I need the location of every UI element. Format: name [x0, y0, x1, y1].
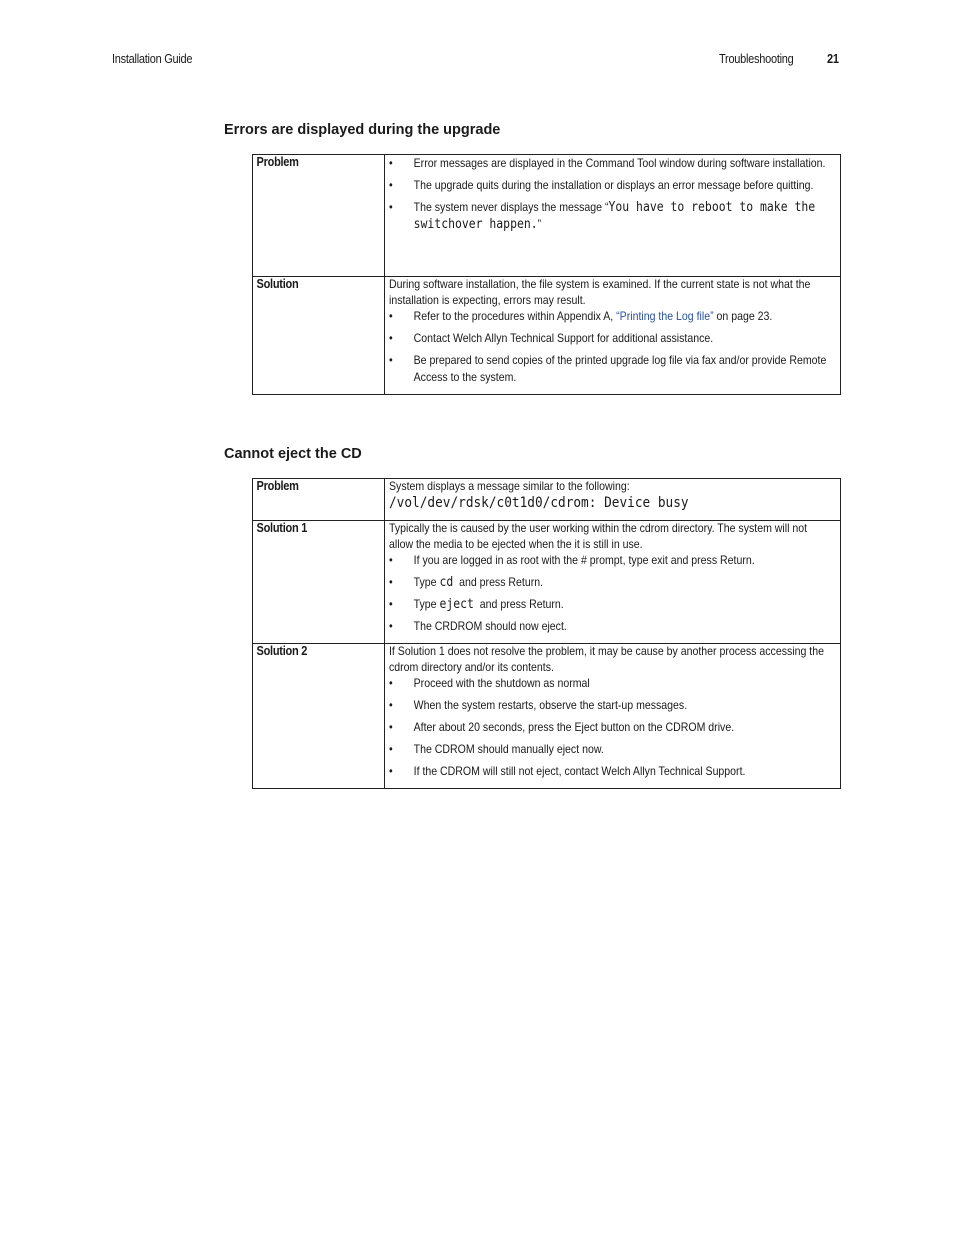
printing-log-file-link[interactable]: “Printing the Log file” — [616, 309, 714, 323]
bullet-icon: • — [389, 353, 393, 367]
problem-label-cell — [253, 479, 385, 521]
solution-1-label: Solution 1 — [256, 521, 308, 535]
bullet-text: Be prepared to send copies of the printed upgrade log file via fax and/or provide Remote Access to the system. — [413, 353, 827, 384]
bullet-text-prefix: Type — [413, 575, 440, 589]
bullet-text: When the system restarts, observe the start-up messages. — [413, 698, 688, 712]
list-item — [389, 552, 833, 569]
bullet-icon: • — [389, 764, 393, 778]
section-title-upgrade-errors: Errors are displayed during the upgrade — [224, 122, 501, 138]
list-item — [389, 741, 833, 758]
solution-2-row — [253, 644, 841, 789]
solution-1-row — [253, 521, 841, 644]
eject-command-code: eject — [439, 597, 474, 612]
solution-2-bullet-list — [389, 675, 833, 780]
solution-intro: During software installation, the file system is examined. If the current state is not what the installation is expecting, errors may result. — [389, 277, 811, 307]
solution-content-cell — [385, 277, 841, 395]
list-item — [389, 352, 833, 386]
bullet-text: If you are logged in as root with the # prompt, type exit and press Return. — [413, 553, 755, 567]
list-item — [389, 199, 833, 233]
bullet-text-suffix: ” — [537, 217, 542, 231]
problem-content-cell — [385, 155, 841, 277]
solution-label-cell — [253, 277, 385, 395]
problem-label: Problem — [256, 155, 299, 169]
list-item — [389, 596, 833, 613]
solution-2-intro: If Solution 1 does not resolve the problem, it may be cause by another process accessing the cdrom directory and/or its contents. — [389, 644, 824, 674]
bullet-icon: • — [389, 178, 393, 192]
solution-row — [253, 277, 841, 395]
bullet-icon: • — [389, 720, 393, 734]
solution-label: Solution — [256, 277, 299, 291]
bullet-text: The CRDROM should now eject. — [413, 619, 567, 633]
problem-row — [253, 479, 841, 521]
cd-command-code: cd — [439, 575, 454, 590]
solution-2-label-cell — [253, 644, 385, 789]
bullet-icon: • — [389, 200, 393, 214]
bullet-icon: • — [389, 742, 393, 756]
page-number: 21 — [827, 52, 839, 66]
bullet-text: Contact Welch Allyn Technical Support for additional assistance. — [413, 331, 714, 345]
problem-row — [253, 155, 841, 277]
reboot-message-code: You have to reboot to make the switchover happen. — [413, 200, 816, 232]
problem-content-cell — [385, 479, 841, 521]
solution-2-content-cell — [385, 644, 841, 789]
bullet-text: Error messages are displayed in the Command Tool window during software installation. — [413, 156, 826, 170]
solution-1-intro: Typically the is caused by the user working within the cdrom directory. The system will not allow the media to be ejected when the it is still in use. — [389, 521, 808, 551]
bullet-text-suffix: and press Return. — [453, 575, 544, 589]
cannot-eject-table — [252, 478, 841, 789]
bullet-text: After about 20 seconds, press the Eject button on the CDROM drive. — [413, 720, 735, 734]
problem-label-cell — [253, 155, 385, 277]
problem-bullet-list — [389, 155, 833, 233]
bullet-text-prefix: Refer to the procedures within Appendix A, — [413, 309, 617, 323]
bullet-text-prefix: The system never displays the message “ — [413, 200, 609, 214]
bullet-icon: • — [389, 309, 393, 323]
solution-2-label: Solution 2 — [256, 644, 308, 658]
section-title-cannot-eject: Cannot eject the CD — [224, 446, 362, 462]
bullet-text-suffix: and press Return. — [473, 597, 564, 611]
problem-text: System displays a message similar to the following: — [389, 479, 630, 493]
bullet-icon: • — [389, 575, 393, 589]
bullet-text: The CDROM should manually eject now. — [413, 742, 604, 756]
upgrade-errors-table — [252, 154, 841, 395]
bullet-icon: • — [389, 676, 393, 690]
device-busy-code: /vol/dev/rdsk/c0t1d0/cdrom: Device busy — [389, 494, 689, 511]
running-header-section: Troubleshooting — [719, 52, 794, 66]
bullet-icon: • — [389, 597, 393, 611]
bullet-text: If the CDROM will still not eject, contact Welch Allyn Technical Support. — [413, 764, 746, 778]
bullet-icon: • — [389, 331, 393, 345]
bullet-text-suffix: on page 23. — [713, 309, 773, 323]
list-item — [389, 675, 833, 692]
bullet-icon: • — [389, 698, 393, 712]
list-item — [389, 177, 833, 194]
bullet-icon: • — [389, 156, 393, 170]
running-header-title: Installation Guide — [112, 52, 193, 66]
list-item — [389, 308, 833, 325]
list-item — [389, 330, 833, 347]
bullet-icon: • — [389, 553, 393, 567]
bullet-icon: • — [389, 619, 393, 633]
bullet-text-prefix: Type — [413, 597, 440, 611]
list-item — [389, 574, 833, 591]
solution-1-label-cell — [253, 521, 385, 644]
list-item — [389, 763, 833, 780]
list-item — [389, 618, 833, 635]
solution-1-bullet-list — [389, 552, 833, 635]
solution-1-content-cell — [385, 521, 841, 644]
problem-label: Problem — [256, 479, 299, 493]
solution-bullet-list — [389, 308, 833, 386]
list-item — [389, 719, 833, 736]
bullet-text: The upgrade quits during the installation or displays an error message before quitting. — [413, 178, 814, 192]
list-item — [389, 155, 833, 172]
list-item — [389, 697, 833, 714]
bullet-text: Proceed with the shutdown as normal — [413, 676, 590, 690]
